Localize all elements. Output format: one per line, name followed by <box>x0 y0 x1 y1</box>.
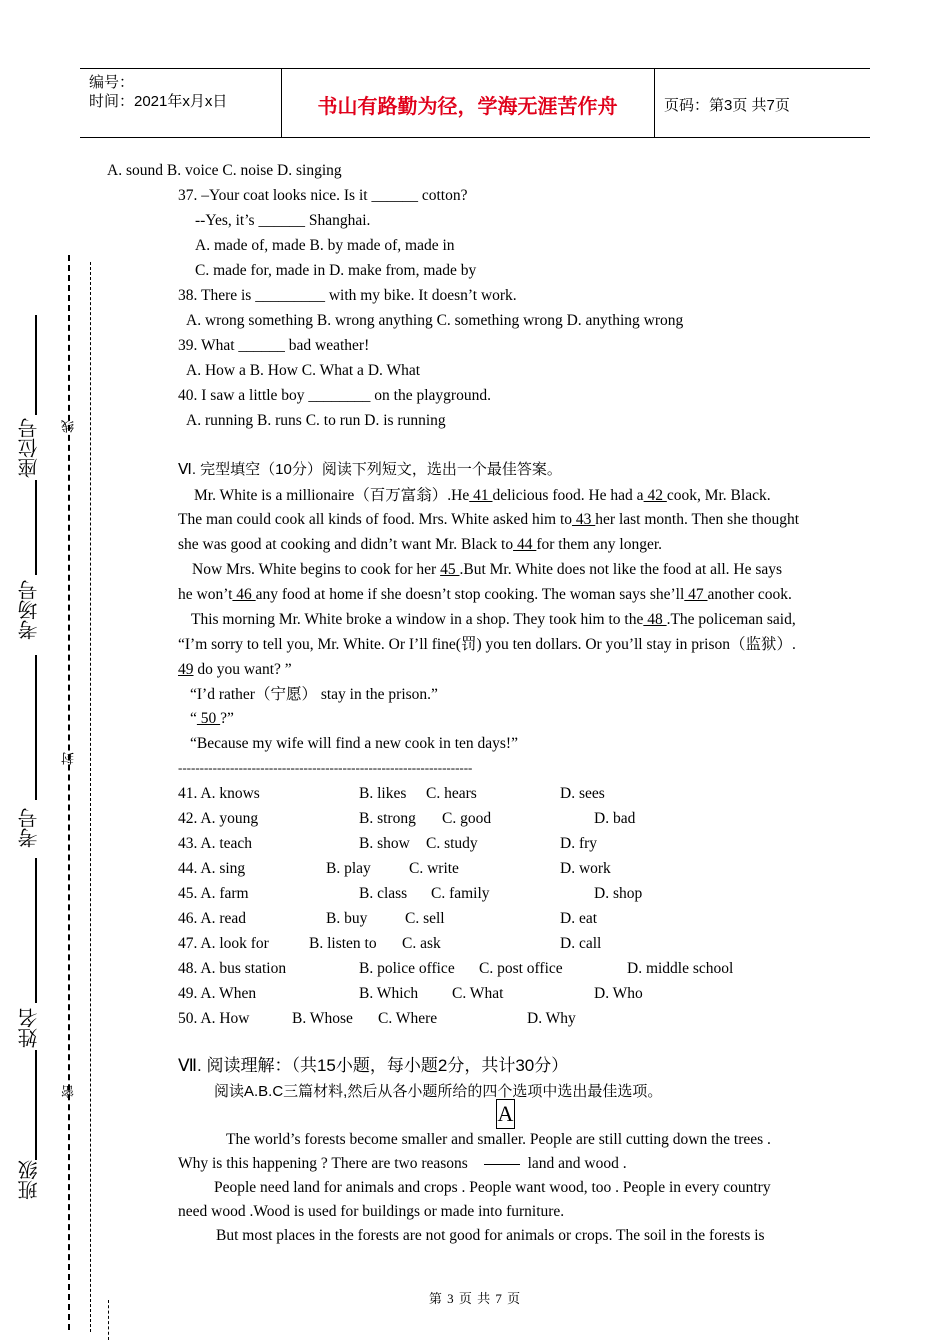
page-footer: 第 3 页 共 7 页 <box>428 1291 522 1306</box>
option-a: 46. A. read <box>178 910 247 927</box>
q37-options-ab: A. made of, made B. by made of, made in <box>195 237 455 254</box>
option-a: 50. A. How <box>178 1010 250 1027</box>
passage-text: she was good at cooking and didn’t want Mr. Black to <box>178 536 514 553</box>
q37-options-cd: C. made for, made in D. make from, made by <box>195 262 477 279</box>
seat-label: 座位号 <box>17 418 41 478</box>
reading-text: Why is this happening ? There are two reasons <box>178 1155 468 1172</box>
q37-reply: --Yes, it’s ______ Shanghai. <box>195 212 371 229</box>
exam-no-label: 考号 <box>17 808 41 848</box>
passage-line-1 <box>194 486 771 506</box>
room-label: 考场号 <box>17 580 41 640</box>
option-b: B. play <box>326 860 371 877</box>
passage-text: cook, Mr. Black. <box>666 487 771 504</box>
option-c: C. family <box>431 885 490 902</box>
passage-text: .The policeman said, <box>666 611 796 628</box>
reading-text: land and wood . <box>527 1155 627 1172</box>
passage-text: any food at home if she doesn’t stop cooking. The woman says she’ll <box>255 586 685 603</box>
dash-mark <box>484 1164 520 1165</box>
passage-text: Mr. White is a millionaire（百万富翁）.He <box>194 487 470 504</box>
secret-mark: 密 <box>62 1085 77 1098</box>
header-meta-cell <box>80 69 282 137</box>
q40-question: 40. I saw a little boy ________ on the playground. <box>178 387 491 404</box>
section7-instruction: 阅读A.B.C三篇材料,然后从各小题所给的四个选项中选出最佳选项。 <box>214 1083 663 1100</box>
blank-48: 48 <box>643 611 667 628</box>
reading-line-2 <box>178 1154 627 1174</box>
header-motto-cell <box>281 69 655 137</box>
option-d: D. middle school <box>627 960 734 977</box>
option-a: 41. A. knows <box>178 785 260 802</box>
option-d: D. Who <box>594 985 643 1002</box>
option-a: 42. A. young <box>178 810 259 827</box>
blank-50: 50 <box>196 710 221 727</box>
room-underline <box>35 480 37 575</box>
option-a: 44. A. sing <box>178 860 246 877</box>
header-page-cell <box>654 69 870 137</box>
blank-47: 47 <box>684 586 708 603</box>
blank-42: 42 <box>643 487 667 504</box>
option-b: B. show <box>359 835 410 852</box>
blank-45: 45 <box>440 561 460 578</box>
option-a: 47. A. look for <box>178 935 269 952</box>
option-d: D. work <box>560 860 611 877</box>
passage-text: he won’t <box>178 586 233 603</box>
motto: 书山有路勤为径，学海无涯苦作舟 <box>317 96 618 118</box>
passage-text: do you want? ” <box>193 661 292 678</box>
divider: -------------------------------------------------------------------- <box>178 760 473 775</box>
q36-options: A. sound B. voice C. noise D. singing <box>107 162 342 179</box>
reading-line-5: But most places in the forests are not good for animals or crops. The soil in the forests is <box>216 1227 765 1244</box>
reading-line-4: need wood .Wood is used for buildings or made into furniture. <box>178 1203 565 1220</box>
option-b: B. class <box>359 885 408 902</box>
passage-text: delicious food. He had a <box>492 487 644 504</box>
seal-mark: 封 <box>62 752 77 765</box>
option-c: C. Where <box>378 1010 438 1027</box>
passage-line-8 <box>178 660 292 680</box>
option-c: C. post office <box>479 960 563 977</box>
option-b: B. police office <box>359 960 455 977</box>
blank-41: 41 <box>469 487 493 504</box>
option-d: D. eat <box>560 910 598 927</box>
passage-text: The man could cook all kinds of food. Mrs. White asked him to <box>178 511 573 528</box>
passage-text: This morning Mr. White broke a window in a shop. They took him to the <box>191 611 644 628</box>
passage-text: another cook. <box>707 586 792 603</box>
option-b: B. Which <box>359 985 419 1002</box>
time-label: 时间：2021年x月x日 <box>89 93 228 110</box>
passage-line-7: “I’m sorry to tell you, Mr. White. Or I’ll fine(罚) you ten dollars. Or you’ll stay in prison（监狱）. <box>178 636 796 653</box>
passage-text: “ <box>190 710 197 727</box>
option-b: B. likes <box>359 785 407 802</box>
option-b: B. strong <box>359 810 416 827</box>
class-label: 班级 <box>17 1160 41 1200</box>
passage-line-5 <box>178 585 792 605</box>
blank-43: 43 <box>572 511 596 528</box>
header-table <box>80 68 870 138</box>
passage-text: for them any longer. <box>536 536 663 553</box>
option-d: D. shop <box>594 885 643 902</box>
q37-question: 37. –Your coat looks nice. Is it ______ cotton? <box>178 187 468 204</box>
option-a: 49. A. When <box>178 985 257 1002</box>
passage-line-4 <box>192 560 782 580</box>
seat-underline <box>35 315 37 415</box>
option-a: 48. A. bus station <box>178 960 287 977</box>
name-label: 姓名 <box>17 1008 41 1048</box>
option-d: D. fry <box>560 835 598 852</box>
passage-line-3 <box>178 535 662 555</box>
option-c: C. write <box>409 860 459 877</box>
option-b: B. buy <box>326 910 368 927</box>
q38-question: 38. There is _________ with my bike. It doesn’t work. <box>178 287 517 304</box>
class-underline <box>35 1050 37 1160</box>
option-d: D. call <box>560 935 602 952</box>
binding-dash-line-inner <box>90 262 91 1332</box>
option-b: B. Whose <box>292 1010 353 1027</box>
option-d: D. sees <box>560 785 605 802</box>
q38-options: A. wrong something B. wrong anything C. something wrong D. anything wrong <box>186 312 684 329</box>
passage-a-label: A <box>496 1099 515 1129</box>
option-d: D. Why <box>527 1010 576 1027</box>
q40-options: A. running B. runs C. to run D. is running <box>186 412 446 429</box>
blank-46: 46 <box>232 586 256 603</box>
passage-text: Now Mrs. White begins to cook for her <box>192 561 441 578</box>
option-b: B. listen to <box>309 935 377 952</box>
option-c: C. study <box>426 835 478 852</box>
reading-line-1: The world’s forests become smaller and smaller. People are still cutting down the trees . <box>226 1131 771 1148</box>
passage-line-9: “I’d rather（宁愿） stay in the prison.” <box>190 686 438 703</box>
binding-dash-line-outer <box>68 255 70 1330</box>
exam-no-underline <box>35 655 37 800</box>
q39-options: A. How a B. How C. What a D. What <box>186 362 421 379</box>
name-underline <box>35 858 37 1003</box>
passage-line-6 <box>191 610 796 630</box>
q39-question: 39. What ______ bad weather! <box>178 337 370 354</box>
option-c: C. What <box>452 985 504 1002</box>
section6-title: Ⅵ. 完型填空（10分）阅读下列短文，选出一个最佳答案。 <box>178 461 562 478</box>
option-c: C. sell <box>405 910 445 927</box>
blank-49: 49 <box>178 661 194 678</box>
passage-line-10 <box>190 709 234 729</box>
passage-text: .But Mr. White does not like the food at all. He says <box>459 561 783 578</box>
passage-line-11: “Because my wife will find a new cook in ten days!” <box>190 735 518 752</box>
line-mark: 线 <box>62 420 77 433</box>
option-c: C. good <box>442 810 492 827</box>
option-c: C. ask <box>402 935 441 952</box>
blank-44: 44 <box>513 536 537 553</box>
section7-title: Ⅶ. 阅读理解：（共15小题，每小题2分，共计30分） <box>178 1056 569 1075</box>
option-a: 45. A. farm <box>178 885 249 902</box>
passage-text: ?” <box>220 710 234 727</box>
number-label: 编号： <box>89 74 135 91</box>
passage-text: her last month. Then she thought <box>595 511 800 528</box>
option-c: C. hears <box>426 785 477 802</box>
option-d: D. bad <box>594 810 636 827</box>
reading-line-3: People need land for animals and crops . People want wood, too . People in every country <box>214 1179 771 1196</box>
passage-line-2 <box>178 510 799 530</box>
page-info: 页码：第3页 共7页 <box>664 97 790 114</box>
option-a: 43. A. teach <box>178 835 253 852</box>
